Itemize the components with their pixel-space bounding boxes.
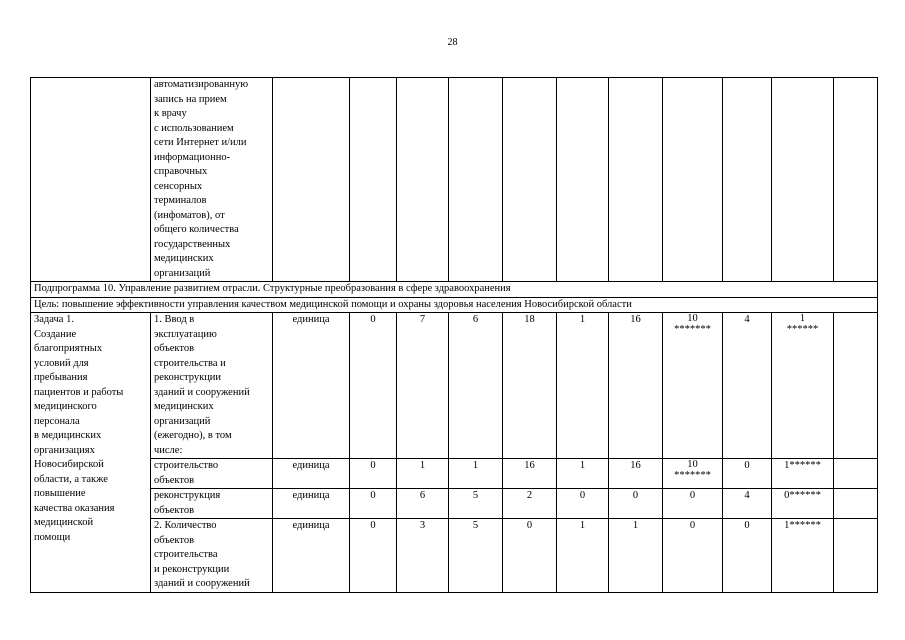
value-cell [557,78,609,282]
table-row [31,313,878,459]
unit-cell: единица [273,519,350,593]
text-line: зданий и сооружений [154,578,250,589]
value-cell: 0 [350,459,397,489]
value-cell [397,78,449,282]
text-line: общего количества [154,224,239,235]
subprogram-cell: Подпрограмма 10. Управление развитием отрасли. Структурные преобразования в сфере здравоохранения [31,282,878,298]
value-cell: 16 [609,459,663,489]
text-line: терминалов [154,195,207,206]
value-cell [449,78,503,282]
task-cell [31,313,151,593]
text-line: к врачу [154,108,187,119]
text-line: реконструкции [154,372,222,383]
text-line: запись на прием [154,93,227,105]
value-cell: 1****** [772,459,834,489]
notes-cell [834,519,878,593]
text-line: информационно- [154,151,231,163]
table-row [31,459,878,489]
text-line: объектов [154,343,195,354]
table-row [31,519,878,593]
value-cell: 0 [503,519,557,593]
text-line: (ежегодно), в том [154,430,232,441]
text-line: помощи [34,531,71,543]
subprogram-row [31,282,878,298]
value-cell: 0 [350,489,397,519]
text-line: повышение [34,488,86,499]
text-line: сенсорных [154,180,203,192]
text-line: объектов [154,534,195,546]
value-cell [609,78,663,282]
value-cell: 1 [449,459,503,489]
notes-cell [834,459,878,489]
value-cell: 6 [397,489,449,519]
text-line: пребывания [34,372,88,383]
indicator-cell [151,519,273,593]
indicator-cell [151,459,273,489]
value-cell: 1 [397,459,449,489]
text-line: строительства и [154,357,226,369]
value-text: 10 [687,459,698,470]
footnote-mark: ******* [674,324,711,335]
value-cell: 0 [350,313,397,459]
value-cell: 5 [449,489,503,519]
text-line: объектов [154,504,195,516]
text-line: организациях [34,444,95,456]
text-line: государственных [154,238,231,250]
value-cell: 5 [449,519,503,593]
text-line: пациентов и работы [34,386,124,398]
text-line: медицинских [154,401,214,412]
text-line: сети Интернет и/или [154,137,247,148]
text-line: и реконструкции [154,563,230,575]
unit-cell: единица [273,489,350,519]
value-cell: 1****** [772,519,834,593]
value-cell: 6 [449,313,503,459]
value-cell [772,313,834,459]
value-cell: 4 [723,313,772,459]
value-cell: 0****** [772,489,834,519]
value-cell [503,78,557,282]
indicator-cell [151,489,273,519]
value-cell: 0 [663,519,723,593]
unit-cell [273,78,350,282]
text-line: в медицинских [34,430,102,441]
text-line: 2. Количество [154,520,217,531]
value-cell: 0 [723,459,772,489]
text-line: условий для [34,357,89,369]
value-cell [772,78,834,282]
value-cell: 0 [723,519,772,593]
text-line: благоприятных [34,343,103,354]
indicator-cell [151,313,273,459]
footnote-mark: ******* [674,470,711,481]
text-line: 1. Ввод в [154,314,195,325]
value-cell: 16 [503,459,557,489]
value-cell: 0 [350,519,397,593]
text-line: Создание [34,328,77,340]
value-cell: 2 [503,489,557,519]
value-cell: 1 [609,519,663,593]
value-cell [350,78,397,282]
goal-cell: Цель: повышение эффективности управления качеством медицинской помощи и охраны здоровья населения Новосибирской области [31,297,878,313]
text-line: эксплуатацию [154,328,217,340]
value-cell: 3 [397,519,449,593]
notes-cell [834,78,878,282]
task-cell [31,78,151,282]
value-cell: 4 [723,489,772,519]
table-row [31,78,878,282]
value-cell [663,459,723,489]
text-line: строительства [154,549,218,560]
value-cell: 1 [557,313,609,459]
text-line: организаций [154,267,211,279]
value-cell [723,78,772,282]
text-line: Задача 1. [34,314,74,325]
value-cell: 1 [557,459,609,489]
text-line: зданий и сооружений [154,386,250,398]
value-cell: 0 [557,489,609,519]
value-cell: 16 [609,313,663,459]
goal-row [31,297,878,313]
unit-cell: единица [273,313,350,459]
page-number: 28 [447,37,458,48]
text-line: справочных [154,166,208,177]
unit-cell: единица [273,459,350,489]
value-cell: 0 [609,489,663,519]
value-text: 1 [799,313,806,324]
value-cell: 1 [557,519,609,593]
text-line: с использованием [154,122,234,134]
value-cell [663,78,723,282]
value-cell: 0 [663,489,723,519]
text-line: числе: [154,444,183,456]
text-line: (инфоматов), от [154,209,225,221]
text-line: медицинской [34,517,94,528]
footnote-mark: ****** [786,324,819,335]
text-line: строительство [154,460,219,471]
text-line: качества оказания [34,502,115,514]
notes-cell [834,489,878,519]
text-line: медицинских [154,253,214,264]
value-cell: 18 [503,313,557,459]
indicator-cell [151,78,273,282]
indicators-table [30,77,878,593]
text-line: автоматизированную [154,79,249,90]
table-row [31,489,878,519]
text-line: объектов [154,474,195,486]
value-cell: 7 [397,313,449,459]
value-text: 10 [687,313,698,324]
text-line: персонала [34,415,80,427]
text-line: области, а также [34,473,108,485]
text-line: медицинского [34,401,97,412]
text-line: организаций [154,415,211,427]
text-line: Новосибирской [34,459,104,470]
notes-cell [834,313,878,459]
value-cell [663,313,723,459]
text-line: реконструкция [154,490,221,501]
